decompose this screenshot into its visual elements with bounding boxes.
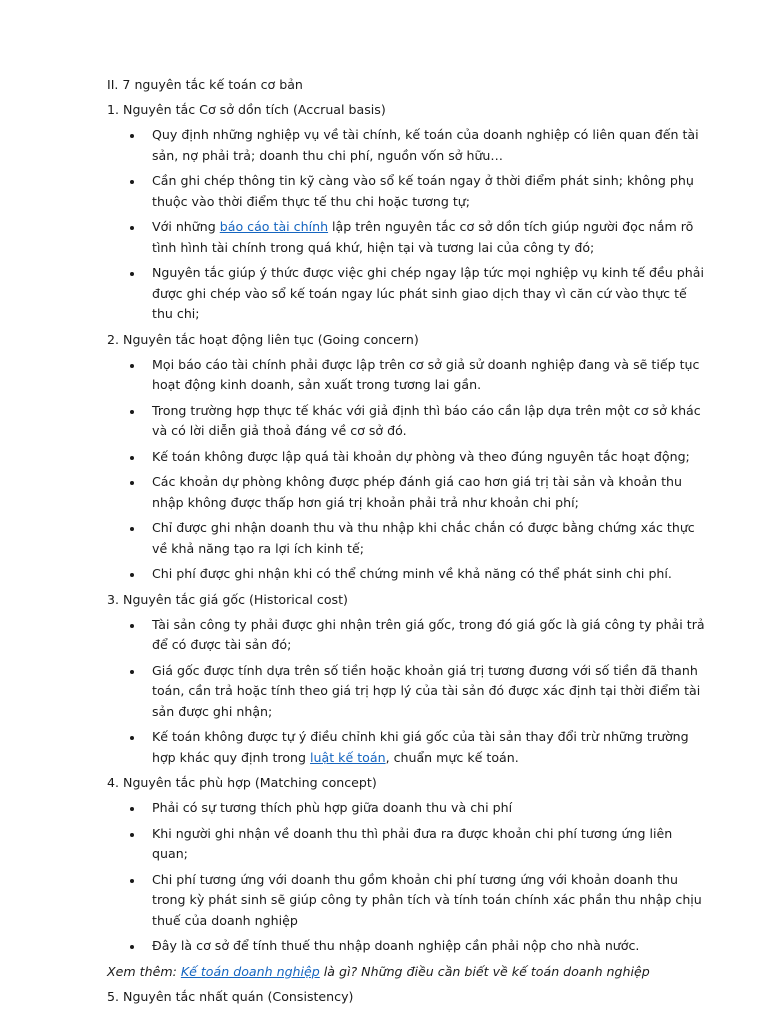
bullet-icon xyxy=(130,573,134,577)
principle-3-title: 3. Nguyên tắc giá gốc (Historical cost) xyxy=(107,591,348,607)
list-item: Kế toán không được tự ý điều chỉnh khi giá gốc của tài sản thay đổi trừ những trường hợp khác quy định trong luật kế toán, chuẩn mực kế toán. xyxy=(107,727,707,768)
bullet-icon xyxy=(130,180,134,184)
bullet-icon xyxy=(130,670,134,674)
list-item: Chi phí được ghi nhận khi có thể chứng minh về khả năng có thể phát sinh chi phí. xyxy=(107,564,707,585)
list-item: Chỉ được ghi nhận doanh thu và thu nhập khi chắc chắn có được bằng chứng xác thực về khả năng tạo ra lợi ích kinh tế; xyxy=(107,518,707,559)
list-item: Các khoản dự phòng không được phép đánh giá cao hơn giá trị tài sản và khoản thu nhập không được thấp hơn giá trị khoản phải trả như khoản chi phí; xyxy=(107,472,707,513)
list-item: Chi phí tương ứng với doanh thu gồm khoản chi phí tương ứng với khoản doanh thu trong kỳ phát sinh sẽ giúp công ty phân tích và tính toán chính xác phần thu nhập chịu thuế của doanh nghiệp xyxy=(107,870,707,932)
principle-3-list xyxy=(107,615,707,769)
principle-2-list xyxy=(107,355,707,585)
see-also: Xem thêm: Kế toán doanh nghiệp là gì? Những điều cần biết về kế toán doanh nghiệp xyxy=(107,963,650,979)
financial-report-link[interactable]: báo cáo tài chính xyxy=(219,219,329,234)
list-item: Mọi báo cáo tài chính phải được lập trên cơ sở giả sử doanh nghiệp đang và sẽ tiếp tục hoạt động kinh doanh, sản xuất trong tương lai gần. xyxy=(107,355,707,396)
principle-5-title: 5. Nguyên tắc nhất quán (Consistency) xyxy=(107,988,354,1004)
list-item: Giá gốc được tính dựa trên số tiền hoặc khoản giá trị tương đương với số tiền đã thanh toán, cần trả hoặc tính theo giá trị hợp lý của tài sản đó được xác định tại thời điểm tài sản được ghi nhận; xyxy=(107,661,707,723)
principle-2-title: 2. Nguyên tắc hoạt động liên tục (Going concern) xyxy=(107,331,419,347)
list-item: Tài sản công ty phải được ghi nhận trên giá gốc, trong đó giá gốc là giá công ty phải trả để có được tài sản đó; xyxy=(107,615,707,656)
list-item: Nguyên tắc giúp ý thức được việc ghi chép ngay lập tức mọi nghiệp vụ kinh tế đều phải được ghi chép vào sổ kế toán ngay lúc phát sinh giao dịch thay vì căn cứ vào thực tế thu chi; xyxy=(107,263,707,325)
bullet-icon xyxy=(130,272,134,276)
accounting-law-link[interactable]: luật kế toán xyxy=(310,749,386,765)
bullet-icon xyxy=(130,481,134,485)
list-item: Quy định những nghiệp vụ về tài chính, kế toán của doanh nghiệp có liên quan đến tài sản, nợ phải trả; doanh thu chi phí, nguồn vốn sở hữu… xyxy=(107,125,707,166)
bullet-icon xyxy=(130,364,134,368)
section-title: II. 7 nguyên tắc kế toán cơ bản xyxy=(107,77,303,92)
bullet-icon xyxy=(130,833,134,837)
bullet-icon xyxy=(130,879,134,883)
bullet-icon xyxy=(130,527,134,531)
bullet-icon xyxy=(130,410,134,414)
principle-1-list xyxy=(107,125,707,325)
bullet-icon xyxy=(130,226,134,230)
document-body xyxy=(107,75,707,1012)
list-item: Với những báo cáo tài chính lập trên nguyên tắc cơ sở dồn tích giúp người đọc nắm rõ tình hình tài chính trong quá khứ, hiện tại và tương lai của công ty đó; xyxy=(107,217,707,258)
bullet-icon xyxy=(130,736,134,740)
list-item: Trong trường hợp thực tế khác với giả định thì báo cáo cần lập dựa trên một cơ sở khác và có lời diễn giả thoả đáng về cơ sở đó. xyxy=(107,401,707,442)
bullet-icon xyxy=(130,807,134,811)
list-item: Khi người ghi nhận về doanh thu thì phải đưa ra được khoản chi phí tương ứng liên quan; xyxy=(107,824,707,865)
principle-4-list xyxy=(107,798,707,957)
list-item: Đây là cơ sở để tính thuế thu nhập doanh nghiệp cần phải nộp cho nhà nước. xyxy=(107,936,707,957)
bullet-icon xyxy=(130,456,134,460)
principle-1-title: 1. Nguyên tắc Cơ sở dồn tích (Accrual basis) xyxy=(107,102,386,117)
principle-4-title: 4. Nguyên tắc phù hợp (Matching concept) xyxy=(107,775,377,790)
bullet-icon xyxy=(130,945,134,949)
enterprise-accounting-link[interactable]: Kế toán doanh nghiệp xyxy=(180,963,320,979)
list-item: Cần ghi chép thông tin kỹ càng vào sổ kế toán ngay ở thời điểm phát sinh; không phụ thuộc vào thời điểm thực tế thu chi hoặc tương tự; xyxy=(107,171,707,212)
list-item: Phải có sự tương thích phù hợp giữa doanh thu và chi phí xyxy=(107,798,707,819)
bullet-icon xyxy=(130,624,134,628)
bullet-icon xyxy=(130,134,134,138)
list-item: Kế toán không được lập quá tài khoản dự phòng và theo đúng nguyên tắc hoạt động; xyxy=(107,447,707,468)
